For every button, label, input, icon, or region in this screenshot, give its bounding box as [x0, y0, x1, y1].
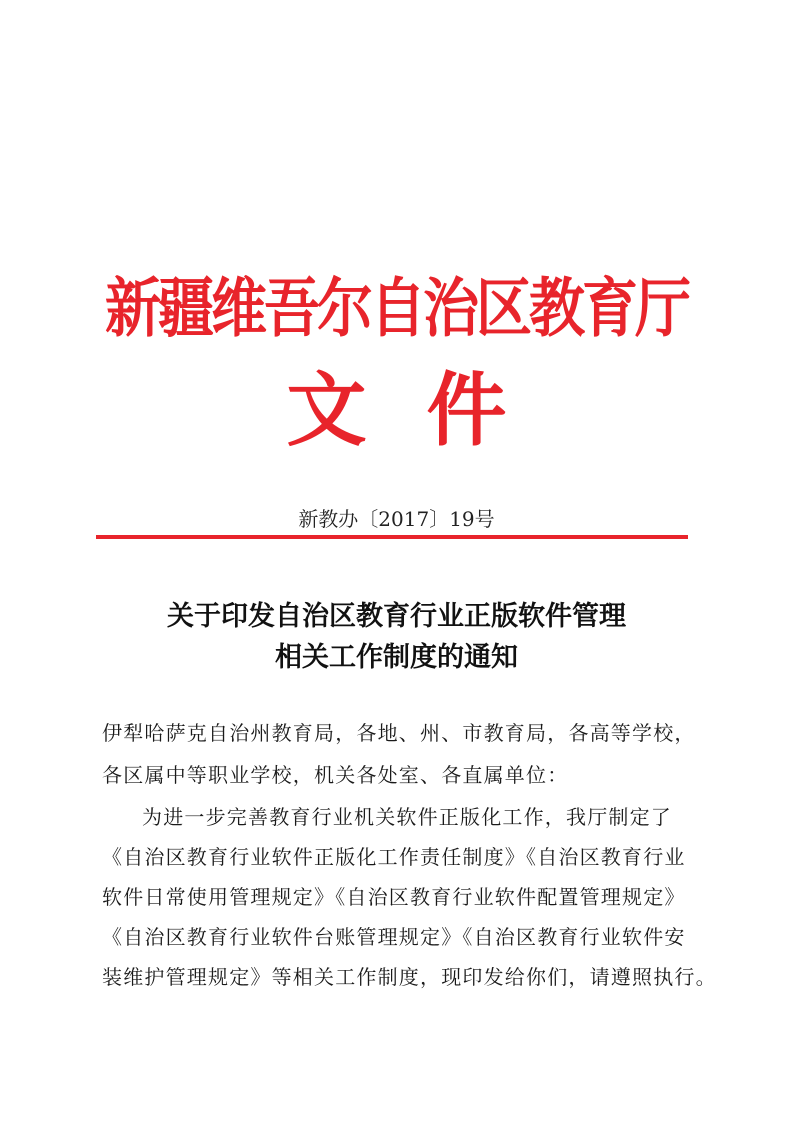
body-line-5: 装维护管理规定》等相关工作制度，现印发给你们，请遵照执行。 — [102, 965, 717, 989]
body-line-3: 软件日常使用管理规定》《自治区教育行业软件配置管理规定》 — [102, 885, 686, 909]
document-type-heading: 文件 — [286, 364, 567, 457]
notice-title-line-1: 关于印发自治区教育行业正版软件管理 — [167, 601, 626, 632]
issuer-heading: 新疆维吾尔自治区教育厅 — [105, 271, 688, 347]
body-line-4: 《自治区教育行业软件台账管理规定》《自治区教育行业软件安 — [102, 925, 686, 949]
notice-title-line-2: 相关工作制度的通知 — [275, 642, 518, 673]
document-number: 新教办〔2017〕19号 — [298, 507, 495, 531]
body-line-1: 为进一步完善教育行业机关软件正版化工作，我厅制定了 — [142, 805, 672, 829]
body-line-2: 《自治区教育行业软件正版化工作责任制度》《自治区教育行业 — [102, 845, 686, 869]
addressee-line-1: 伊犁哈萨克自治州教育局，各地、州、市教育局，各高等学校， — [102, 721, 696, 745]
addressee-line-2: 各区属中等职业学校，机关各处室、各直属单位： — [102, 763, 569, 787]
red-divider-line — [96, 535, 688, 539]
